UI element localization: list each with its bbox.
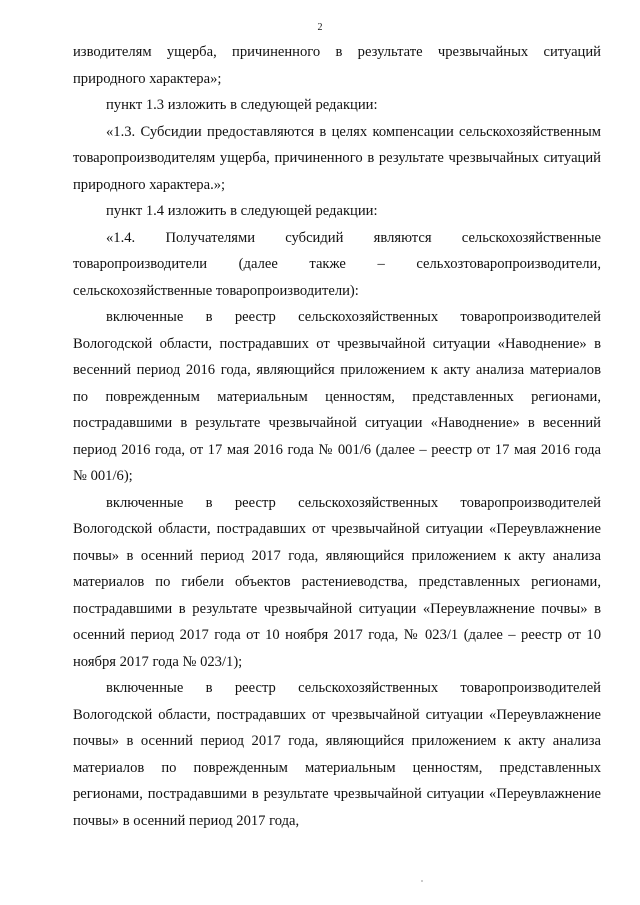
paragraph-registry-2017-crops: включенные в реестр сельскохозяйственных товаропроизводителей Вологодской области, пострадавших от чрезвычайной ситуации «Переувлажнение почвы» в осенний период 2017 года, являющийся приложением к акту анализа материалов по гибели объектов растениеводства, представленных регионами, пострадавшими в результате чрезвычайной ситуации «Переувлажнение почвы» в осенний период 2017 года от 10 ноября 2017 года, № 023/1 (далее – реестр от 10 ноября 2017 года № 023/1); — [73, 494, 601, 670]
paragraph-registry-2016: включенные в реестр сельскохозяйственных товаропроизводителей Вологодской области, пострадавших от чрезвычайной ситуации «Наводнение» в весенний период 2016 года, являющийся приложением к акту анализа материалов по поврежденным материальным ценностям, представленных регионами, пострадавшими в результате чрезвычайной ситуации «Наводнение» в весенний период 2016 года, от 17 мая 2016 года № 001/6 (далее – реестр от 17 мая 2016 года № 001/6); — [73, 309, 601, 484]
paragraph-clause-1-3: «1.3. Субсидии предоставляются в целях компенсации сельскохозяйственным товаропроизводителям ущерба, причиненного в результате чрезвычайных ситуаций природного характера.»; — [73, 123, 601, 193]
paragraph-amend-1-4: пункт 1.4 изложить в следующей редакции: — [106, 203, 378, 219]
page-number: 2 — [317, 22, 323, 33]
paragraph-continuation: изводителям ущерба, причиненного в результате чрезвычайных ситуаций природного характера»; — [73, 44, 601, 87]
paragraph-amend-1-3: пункт 1.3 изложить в следующей редакции: — [106, 97, 378, 113]
paragraph-clause-1-4: «1.4. Получателями субсидий являются сельскохозяйственные товаропроизводители (далее также – сельхозтоваропроизводители, сельскохозяйственные товаропроизводители): — [73, 229, 601, 299]
scan-speck — [421, 880, 423, 882]
document-body — [73, 39, 601, 834]
paragraph-registry-2017-assets: включенные в реестр сельскохозяйственных товаропроизводителей Вологодской области, пострадавших от чрезвычайной ситуации «Переувлажнение почвы» в осенний период 2017 года, являющийся приложением к акту анализа материалов по поврежденным материальным ценностям, представленных регионами, пострадавшими в результате чрезвычайной ситуации «Переувлажнение почвы» в осенний период 2017 года, — [73, 680, 601, 829]
